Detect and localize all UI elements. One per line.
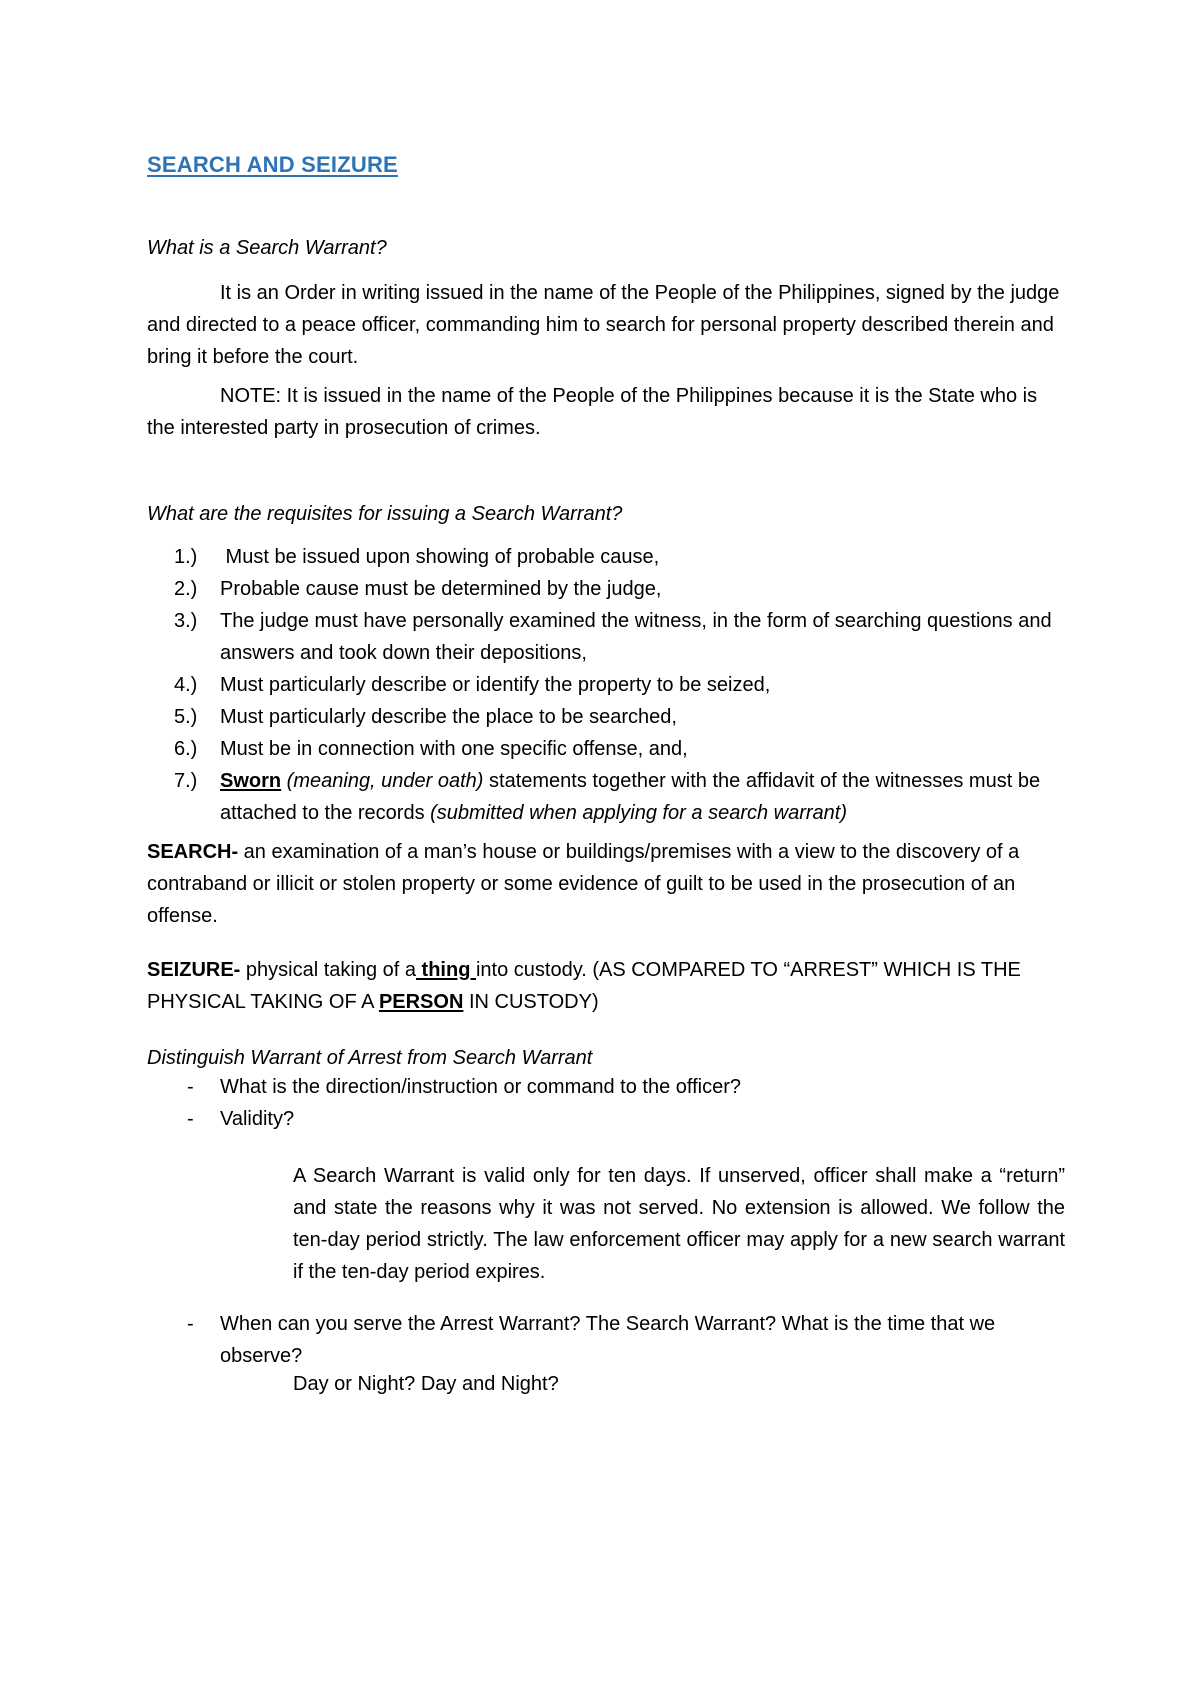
list-item-sworn: 7.) Sworn (meaning, under oath) statements together with the affidavit of the witnesses must be attached to the records (submitted when applying for a search warrant) bbox=[174, 770, 1041, 824]
thing-term: thing bbox=[416, 959, 476, 981]
seizure-term: SEIZURE- bbox=[147, 959, 241, 981]
search-term: SEARCH- bbox=[147, 841, 239, 863]
list-item: 3.) The judge must have personally examined the witness, in the form of searching questions and answers and took down their depositions, bbox=[174, 610, 1052, 664]
question-search-warrant: What is a Search Warrant? bbox=[147, 237, 387, 259]
document-title: SEARCH AND SEIZURE bbox=[147, 152, 398, 177]
list-item: 2.) Probable cause must be determined by the judge, bbox=[174, 578, 662, 600]
search-definition: SEARCH- an examination of a man’s house or buildings/premises with a view to the discovery of a contraband or illicit or stolen property or some evidence of guilt to be used in the prosecution of an offense. bbox=[147, 841, 1020, 927]
distinguish-list bbox=[147, 1071, 1067, 1135]
paragraph-note: NOTE: It is issued in the name of the People of the Philippines because it is the State who is the interested party in prosecution of crimes. bbox=[147, 385, 1038, 439]
list-item: - Validity? bbox=[187, 1108, 295, 1130]
paragraph-definition: It is an Order in writing issued in the name of the People of the Philippines, signed by the judge and directed to a peace officer, commanding him to search for personal property described therein and bring it before the court. bbox=[147, 282, 1060, 368]
list-item: 6.) Must be in connection with one specific offense, and, bbox=[174, 738, 688, 760]
list-item: - What is the direction/instruction or command to the officer? bbox=[187, 1076, 741, 1098]
validity-paragraph: A Search Warrant is valid only for ten days. If unserved, officer shall make a “return” and state the reasons why it was not served. No extension is allowed. We follow the ten-day period strictly. The law enforcement officer may apply for a new search warrant if the ten-day period expires. bbox=[293, 1165, 1065, 1283]
person-term: PERSON bbox=[378, 991, 464, 1013]
question-distinguish: Distinguish Warrant of Arrest from Search Warrant bbox=[147, 1047, 593, 1069]
list-item: 5.) Must particularly describe the place to be searched, bbox=[174, 706, 677, 728]
day-night-line: Day or Night? Day and Night? bbox=[293, 1373, 559, 1395]
question-requisites: What are the requisites for issuing a Search Warrant? bbox=[147, 503, 623, 525]
list-item: - When can you serve the Arrest Warrant? The Search Warrant? What is the time that we observe? bbox=[187, 1313, 996, 1367]
requisites-list bbox=[147, 541, 1067, 829]
sworn-term: Sworn bbox=[220, 770, 282, 792]
list-item: 4.) Must particularly describe or identify the property to be seized, bbox=[174, 674, 771, 696]
seizure-definition: SEIZURE- physical taking of a thing into custody. (AS COMPARED TO “ARREST” WHICH IS THE PHYSICAL TAKING OF A PERSON IN CUSTODY) bbox=[147, 959, 1021, 1013]
serve-list bbox=[147, 1308, 1067, 1372]
list-item: 1.) Must be issued upon showing of probable cause, bbox=[174, 546, 660, 568]
